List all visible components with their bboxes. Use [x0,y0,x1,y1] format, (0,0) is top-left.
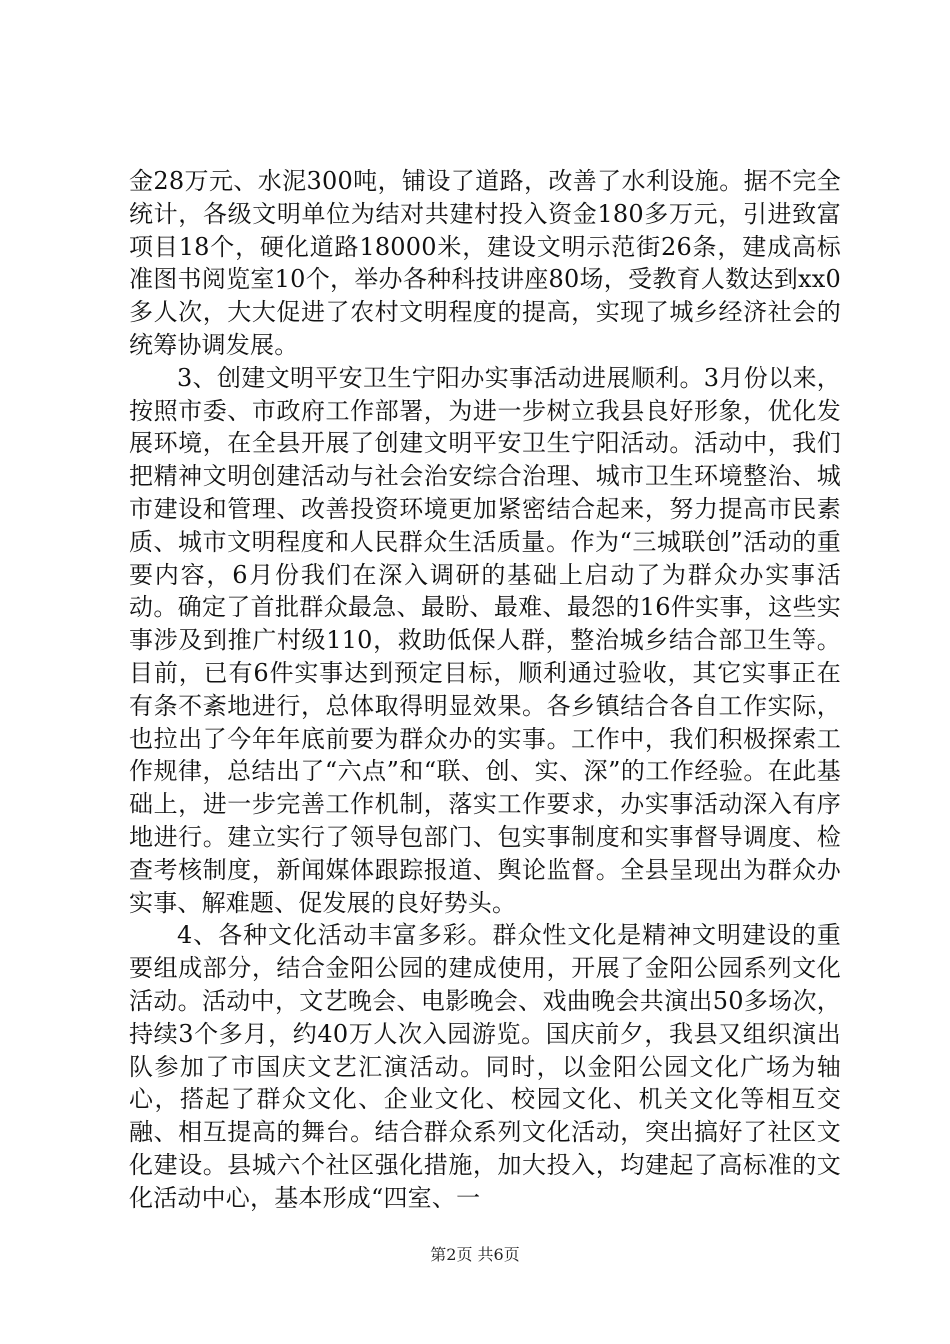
paragraph-2: 3、创建文明平安卫生宁阳办实事活动进展顺利。3月份以来，按照市委、市政府工作部署，为进一步树立我县良好形象，优化发展环境，在全县开展了创建文明平安卫生宁阳活动。活动中，我们把精神文明创建活动与社会治安综合治理、城市卫生环境整治、城市建设和管理、改善投资环境更加紧密结合起来，努力提高市民素质、城市文明程度和人民群众生活质量。作为“三城联创”活动的重要内容，6月份我们在深入调研的基础上启动了为群众办实事活动。确定了首批群众最急、最盼、最难、最怨的16件实事，这些实事涉及到推广村级110，救助低保人群，整治城乡结合部卫生等。目前，已有6件实事达到预定目标，顺利通过验收，其它实事正在有条不紊地进行，总体取得明显效果。各乡镇结合各自工作实际，也拉出了今年年底前要为群众办的实事。工作中，我们积极探索工作规律，总结出了“六点”和“联、创、实、深”的工作经验。在此基础上，进一步完善工作机制，落实工作要求，办实事活动深入有序地进行。建立实行了领导包部门、包实事制度和实事督导调度、检查考核制度，新闻媒体跟踪报道、舆论监督。全县呈现出为群众办实事、解难题、促发展的良好势头。 [129,363,841,917]
page-number-footer: 第2页 共6页 [430,1245,520,1264]
document-body [129,165,841,1215]
paragraph-3: 4、各种文化活动丰富多彩。群众性文化是精神文明建设的重要组成部分，结合金阳公园的建成使用，开展了金阳公园系列文化活动。活动中，文艺晚会、电影晚会、戏曲晚会共演出50多场次，持续3个多月，约40万人次入园游览。国庆前夕，我县又组织演出队参加了市国庆文艺汇演活动。同时，以金阳公园文化广场为轴心，搭起了群众文化、企业文化、校园文化、机关文化等相互交融、相互提高的舞台。结合群众系列文化活动，突出搞好了社区文化建设。县城六个社区强化措施，加大投入，均建起了高标准的文化活动中心，基本形成“四室、一 [129,921,841,1212]
paragraph-1: 金28万元、水泥300吨，铺设了道路，改善了水利设施。据不完全统计，各级文明单位为结对共建村投入资金180多万元，引进致富项目18个，硬化道路18000米，建设文明示范街26条，建成高标准图书阅览室10个，举办各种科技讲座80场，受教育人数达到xx0多人次，大大促进了农村文明程度的提高，实现了城乡经济社会的统筹协调发展。 [129,167,841,359]
